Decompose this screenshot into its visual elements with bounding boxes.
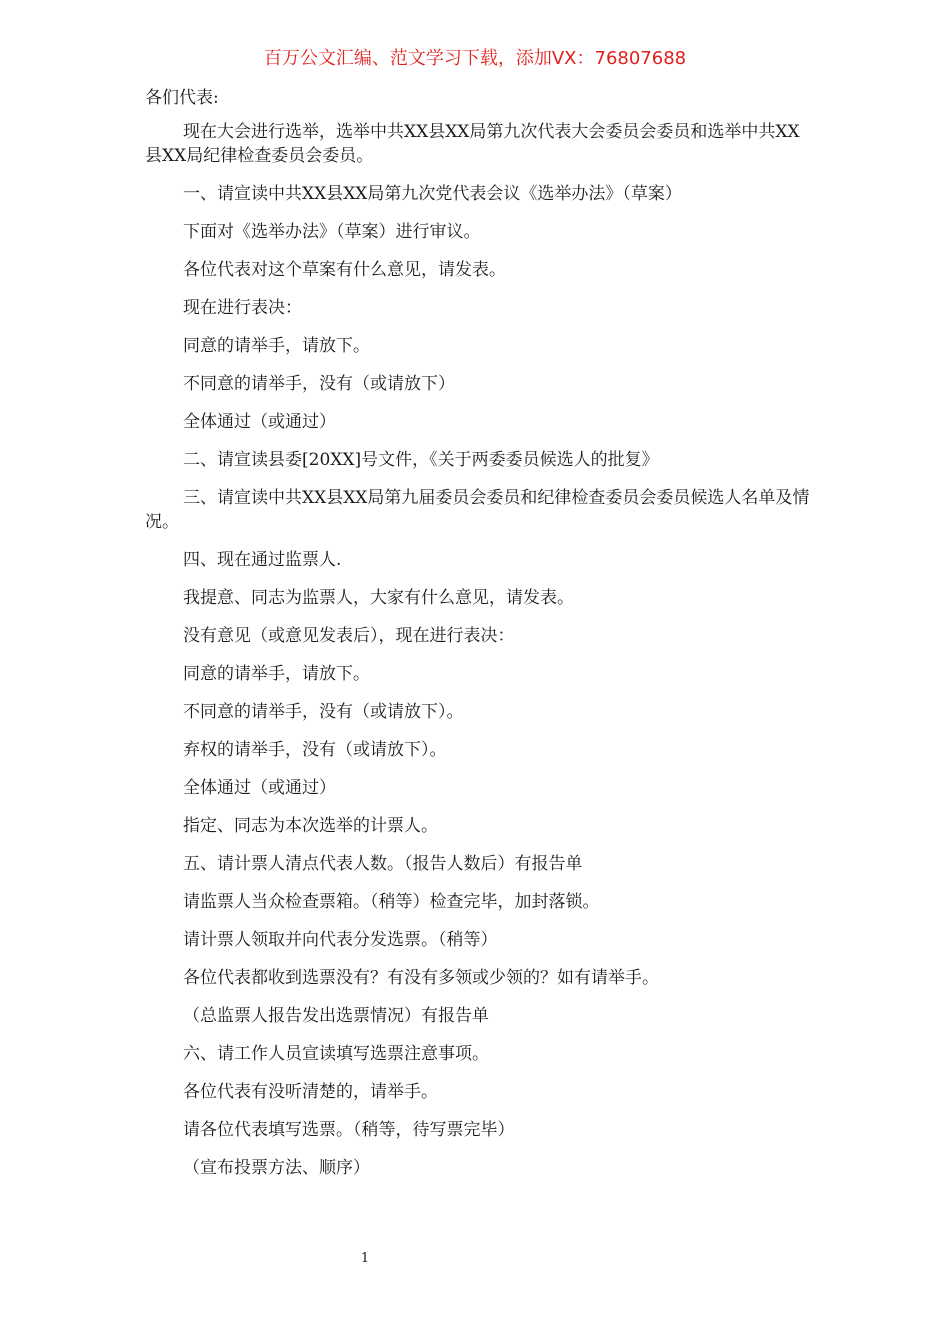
paragraph-17: 全体通过（或通过） <box>183 778 336 798</box>
header-banner: 百万公文汇编、范文学习下载，添加VX：76807688 <box>263 48 687 69</box>
document-body <box>145 86 810 1194</box>
paragraph-2: 一、请宣读中共XX县XX局第九次党代表会议《选举办法》（草案） <box>183 184 682 204</box>
paragraph-6: 同意的请举手，请放下。 <box>183 336 370 356</box>
paragraph-20: 请监票人当众检查票箱。（稍等）检查完毕，加封落锁。 <box>183 892 600 912</box>
paragraph-5: 现在进行表决： <box>183 298 302 318</box>
paragraph-15: 不同意的请举手，没有（或请放下）。 <box>183 702 464 722</box>
salutation: 各们代表: <box>145 88 219 108</box>
page-number: 1 <box>360 1251 370 1266</box>
paragraph-13: 没有意见（或意见发表后），现在进行表决： <box>183 626 515 646</box>
paragraph-18: 指定、同志为本次选举的计票人。 <box>183 816 438 836</box>
paragraph-1: 现在大会进行选举，选举中共XX县XX局第九次代表大会委员会委员和选举中共XX县XX局纪律检查委员会委员。 <box>145 122 800 166</box>
paragraph-22: 各位代表都收到选票没有？有没有多领或少领的？如有请举手。 <box>183 968 659 988</box>
paragraph-3: 下面对《选举办法》（草案）进行审议。 <box>183 222 481 242</box>
paragraph-8: 全体通过（或通过） <box>183 412 336 432</box>
paragraph-12: 我提意、同志为监票人，大家有什么意见，请发表。 <box>183 588 574 608</box>
paragraph-14: 同意的请举手，请放下。 <box>183 664 370 684</box>
paragraph-7: 不同意的请举手，没有（或请放下） <box>183 374 455 394</box>
paragraph-9: 二、请宣读县委[20XX]号文件，《关于两委委员候选人的批复》 <box>183 450 659 470</box>
paragraph-16: 弃权的请举手，没有（或请放下）。 <box>183 740 447 760</box>
paragraph-19: 五、请计票人清点代表人数。（报告人数后）有报告单 <box>183 854 583 874</box>
paragraph-23: （总监票人报告发出选票情况）有报告单 <box>183 1006 489 1026</box>
paragraph-25: 各位代表有没听清楚的，请举手。 <box>183 1082 438 1102</box>
paragraph-10: 三、请宣读中共XX县XX局第九届委员会委员和纪律检查委员会委员候选人名单及情况。 <box>145 488 810 532</box>
paragraph-26: 请各位代表填写选票。（稍等，待写票完毕） <box>183 1120 515 1140</box>
paragraph-21: 请计票人领取并向代表分发选票。（稍等） <box>183 930 498 950</box>
paragraph-24: 六、请工作人员宣读填写选票注意事项。 <box>183 1044 489 1064</box>
paragraph-27: （宣布投票方法、顺序） <box>183 1158 370 1178</box>
paragraph-11: 四、现在通过监票人. <box>183 550 342 570</box>
paragraph-4: 各位代表对这个草案有什么意见，请发表。 <box>183 260 506 280</box>
